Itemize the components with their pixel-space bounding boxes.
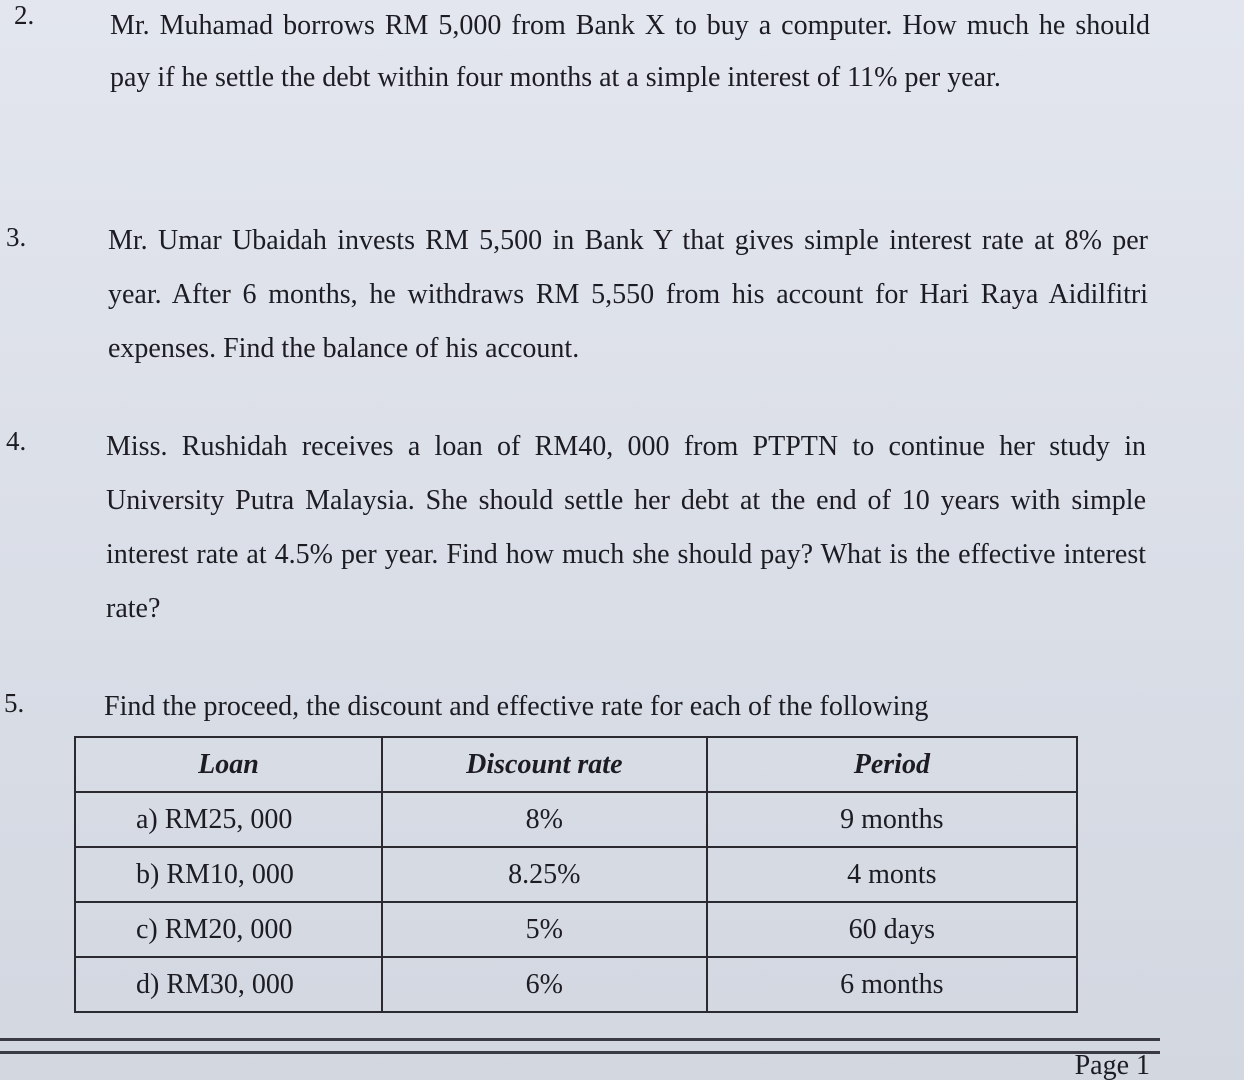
discount-table [74,736,1078,1013]
table-row [75,847,1077,902]
question-number: 4. [6,426,27,456]
question-number: 2. [14,0,35,30]
column-header-period: Period [707,737,1077,792]
period-cell: 60 days [707,902,1077,957]
period-cell: 4 monts [707,847,1077,902]
discount-table-container [74,736,1078,1013]
question-number: 3. [6,222,27,252]
question-text: Miss. Rushidah receives a loan of RM40, 000 from PTPTN to continue her study in University Putra Malaysia. She should settle her debt at the end of 10 years with simple interest rate at 4.5% per year. Find how much she should pay? What is the effective interest rate? [106,431,1146,624]
column-header-discount-rate: Discount rate [382,737,707,792]
discount-rate-cell: 8% [382,792,707,847]
table-row [75,792,1077,847]
question-text: Mr. Muhamad borrows RM 5,000 from Bank X to buy a computer. How much he should pay if he settle the debt within four months at a simple interest of 11% per year. [110,10,1150,93]
discount-rate-cell: 6% [382,957,707,1012]
table-row [75,957,1077,1012]
loan-cell: d) RM30, 000 [75,957,382,1012]
loan-cell: a) RM25, 000 [75,792,382,847]
table-row [75,902,1077,957]
column-header-loan: Loan [75,737,382,792]
discount-rate-cell: 5% [382,902,707,957]
loan-cell: c) RM20, 000 [75,902,382,957]
question-number: 5. [4,688,25,718]
question-text: Find the proceed, the discount and effective rate for each of the following [104,691,929,722]
discount-rate-cell: 8.25% [382,847,707,902]
period-cell: 6 months [707,957,1077,1012]
loan-cell: b) RM10, 000 [75,847,382,902]
table-header-row [75,737,1077,792]
footer-divider [0,1038,1160,1054]
page-number: Page 1 [1074,1050,1150,1080]
period-cell: 9 months [707,792,1077,847]
question-text: Mr. Umar Ubaidah invests RM 5,500 in Bank Y that gives simple interest rate at 8% per year. After 6 months, he withdraws RM 5,550 from his account for Hari Raya Aidilfitri expenses. Find the balance of his account. [108,225,1148,364]
